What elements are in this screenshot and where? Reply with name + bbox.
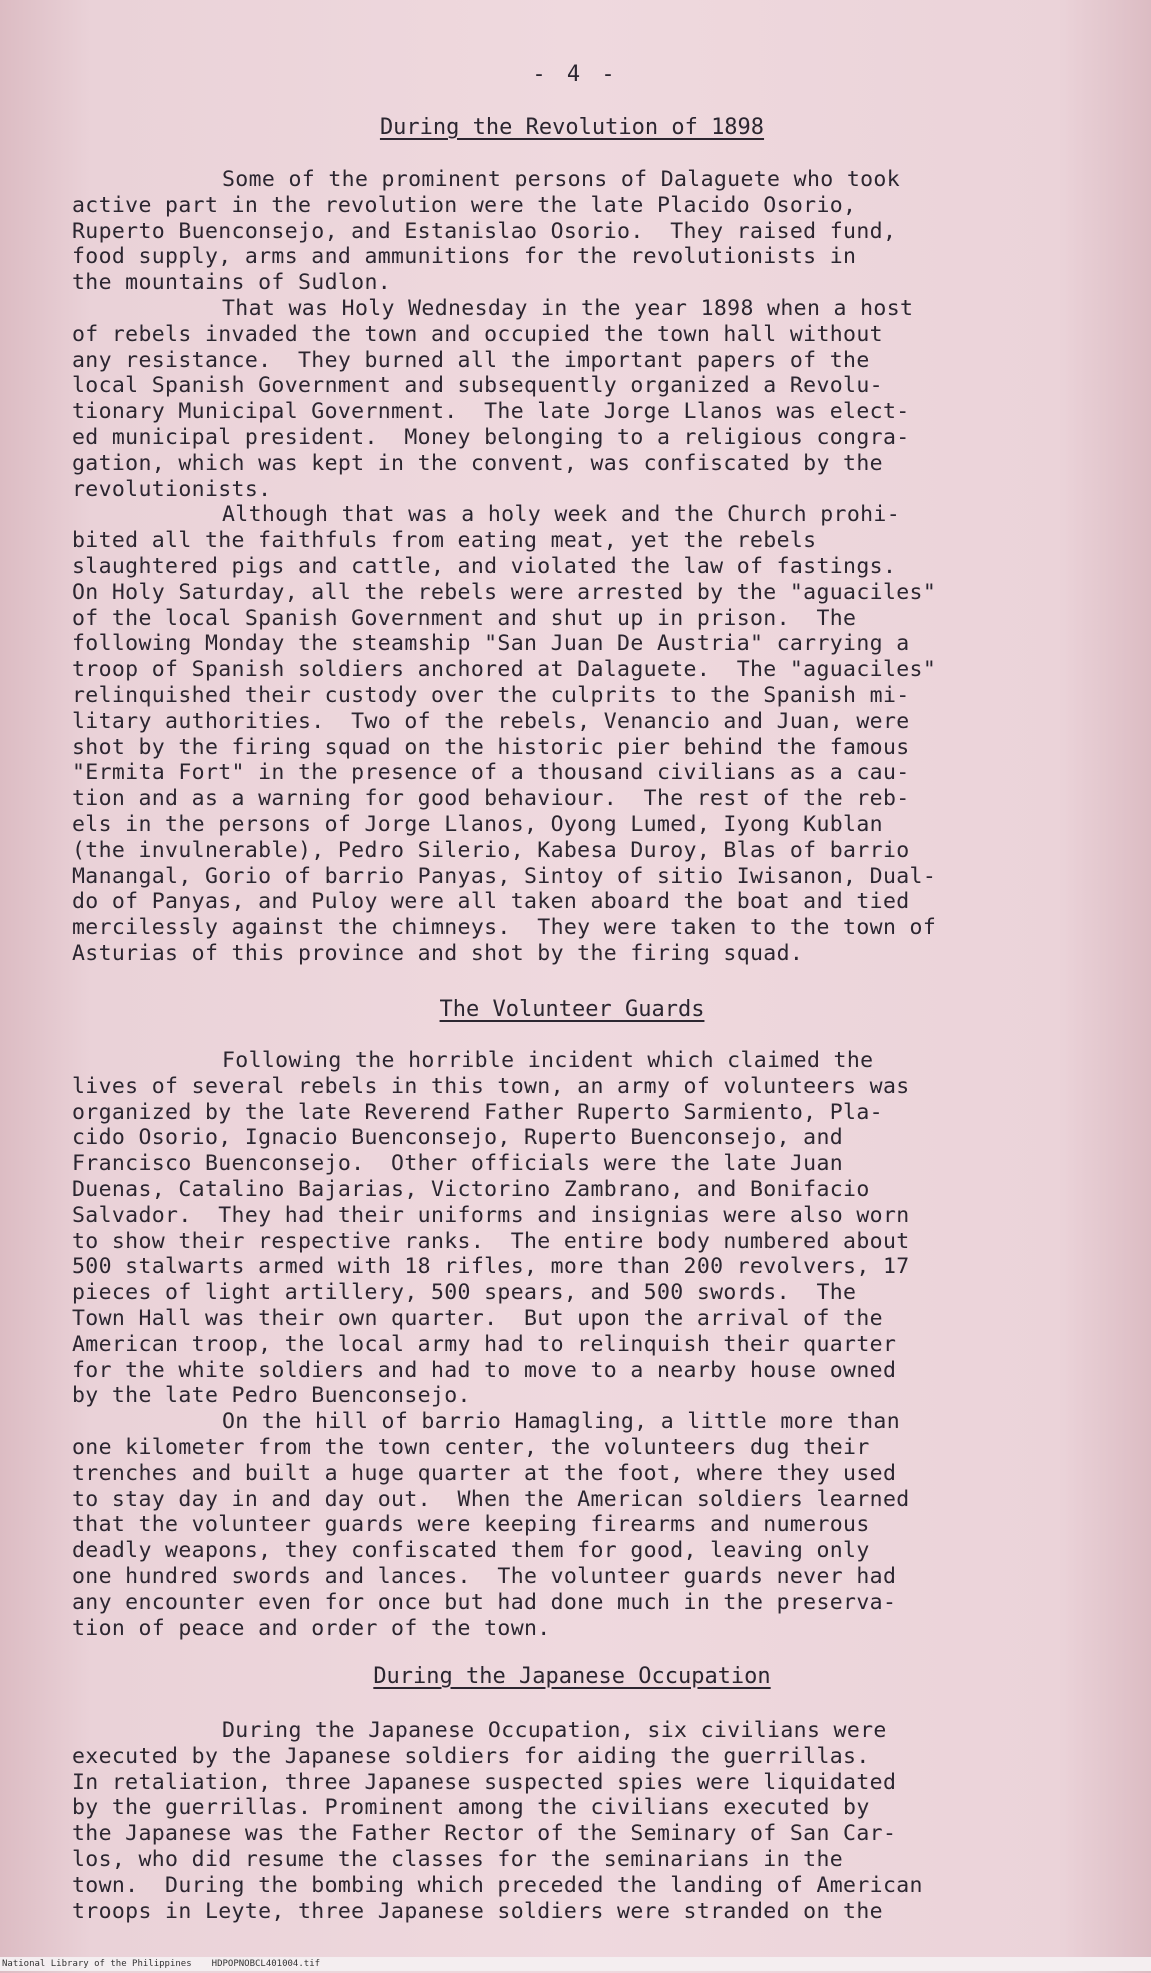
footer-filename: HDPOPNOBCL401004.tif bbox=[211, 1959, 321, 1969]
text-line: the mountains of Sudlon. bbox=[72, 270, 392, 296]
text-line: ed municipal president. Money belonging to a religious congra- bbox=[72, 424, 910, 450]
text-line: Francisco Buenconsejo. Other officials were the late Juan bbox=[72, 1151, 844, 1177]
text-line: relinquished their custody over the culprits to the Spanish mi- bbox=[72, 682, 910, 708]
text-line: Asturias of this province and shot by the firing squad. bbox=[72, 940, 804, 966]
text-line: local Spanish Government and subsequently organized a Revolu- bbox=[72, 373, 883, 399]
text-line: organized by the late Reverend Father Ruperto Sarmiento, Pla- bbox=[72, 1099, 883, 1125]
text-line: Ruperto Buenconsejo, and Estanislao Osorio. They raised fund, bbox=[72, 218, 897, 244]
section-body-revolution bbox=[72, 167, 1072, 967]
text-line: cido Osorio, Ignacio Buenconsejo, Ruperto Buenconsejo, and bbox=[72, 1125, 844, 1151]
text-line: gation, which was kept in the convent, was confiscated by the bbox=[72, 450, 883, 476]
text-line: tion and as a warning for good behaviour. The rest of the reb- bbox=[72, 786, 910, 812]
text-line: (the invulnerable), Pedro Silerio, Kabesa Duroy, Blas of barrio bbox=[72, 837, 910, 863]
text-line: During the Japanese Occupation, six civilians were bbox=[222, 1718, 887, 1743]
text-line: In retaliation, three Japanese suspected spies were liquidated bbox=[72, 1769, 897, 1795]
text-line: trenches and built a huge quarter at the foot, where they used bbox=[72, 1460, 897, 1486]
text-line: Although that was a holy week and the Church prohi- bbox=[222, 502, 900, 528]
text-line: "Ermita Fort" in the presence of a thousand civilians as a cau- bbox=[72, 760, 910, 786]
section-body-japanese-occupation bbox=[72, 1718, 1072, 1924]
section-heading-japanese-occupation: During the Japanese Occupation bbox=[373, 1664, 771, 1689]
text-line: bited all the faithfuls from eating meat, yet the rebels bbox=[72, 528, 817, 554]
text-line: food supply, arms and ammunitions for the revolutionists in bbox=[72, 244, 857, 270]
text-line: executed by the Japanese soldiers for aiding the guerrillas. bbox=[72, 1743, 870, 1769]
section-heading-volunteer-guards: The Volunteer Guards bbox=[439, 997, 705, 1022]
text-line: los, who did resume the classes for the seminarians in the bbox=[72, 1846, 844, 1872]
text-line: following Monday the steamship "San Juan De Austria" carrying a bbox=[72, 631, 910, 657]
text-line: by the late Pedro Buenconsejo. bbox=[72, 1383, 471, 1409]
section-heading-revolution: During the Revolution of 1898 bbox=[379, 115, 765, 140]
text-line: deadly weapons, they confiscated them for good, leaving only bbox=[72, 1538, 870, 1564]
text-line: Duenas, Catalino Bajarias, Victorino Zambrano, and Bonifacio bbox=[72, 1176, 870, 1202]
text-line: one hundred swords and lances. The volunteer guards never had bbox=[72, 1563, 897, 1589]
scan-footer bbox=[0, 1957, 1151, 1971]
text-line: to show their respective ranks. The entire body numbered about bbox=[72, 1228, 910, 1254]
text-line: tionary Municipal Government. The late Jorge Llanos was elect- bbox=[72, 399, 910, 425]
text-line: by the guerrillas. Prominent among the civilians executed by bbox=[72, 1795, 870, 1821]
text-line: shot by the firing squad on the historic pier behind the famous bbox=[72, 734, 910, 760]
text-line: slaughtered pigs and cattle, and violated the law of fastings. bbox=[72, 553, 897, 579]
page-number: - 4 - bbox=[532, 62, 619, 87]
text-line: On the hill of barrio Hamagling, a little more than bbox=[222, 1409, 900, 1435]
text-line: revolutionists. bbox=[72, 476, 272, 502]
text-line: Some of the prominent persons of Dalaguete who took bbox=[222, 167, 900, 192]
footer-library: National Library of the Philippines bbox=[2, 1959, 192, 1969]
text-line: litary authorities. Two of the rebels, Venancio and Juan, were bbox=[72, 708, 910, 734]
text-line: On Holy Saturday, all the rebels were arrested by the "aguaciles" bbox=[72, 579, 937, 605]
text-line: That was Holy Wednesday in the year 1898 when a host bbox=[222, 295, 914, 321]
section-body-volunteer-guards bbox=[72, 1048, 1072, 1641]
text-line: of rebels invaded the town and occupied the town hall without bbox=[72, 321, 883, 347]
text-line: town. During the bombing which preceded the landing of American bbox=[72, 1872, 923, 1898]
text-line: any resistance. They burned all the important papers of the bbox=[72, 347, 870, 373]
text-line: els in the persons of Jorge Llanos, Oyong Lumed, Iyong Kublan bbox=[72, 811, 883, 837]
text-line: that the volunteer guards were keeping firearms and numerous bbox=[72, 1512, 870, 1538]
text-line: to stay day in and day out. When the American soldiers learned bbox=[72, 1486, 910, 1512]
text-line: lives of several rebels in this town, an army of volunteers was bbox=[72, 1073, 910, 1099]
text-line: pieces of light artillery, 500 spears, and 500 swords. The bbox=[72, 1280, 857, 1306]
text-line: Town Hall was their own quarter. But upon the arrival of the bbox=[72, 1305, 883, 1331]
text-line: troop of Spanish soldiers anchored at Dalaguete. The "aguaciles" bbox=[72, 657, 937, 683]
text-line: tion of peace and order of the town. bbox=[72, 1615, 551, 1641]
text-line: of the local Spanish Government and shut up in prison. The bbox=[72, 605, 857, 631]
text-line: 500 stalwarts armed with 18 rifles, more than 200 revolvers, 17 bbox=[72, 1254, 910, 1280]
text-line: do of Panyas, and Puloy were all taken aboard the boat and tied bbox=[72, 889, 910, 915]
text-line: one kilometer from the town center, the volunteers dug their bbox=[72, 1434, 870, 1460]
text-line: any encounter even for once but had done much in the preserva- bbox=[72, 1589, 897, 1615]
text-line: Following the horrible incident which claimed the bbox=[222, 1048, 874, 1073]
text-line: American troop, the local army had to relinquish their quarter bbox=[72, 1331, 897, 1357]
text-line: active part in the revolution were the late Placido Osorio, bbox=[72, 192, 857, 218]
text-line: Salvador. They had their uniforms and insignias were also worn bbox=[72, 1202, 910, 1228]
text-line: troops in Leyte, three Japanese soldiers were stranded on the bbox=[72, 1898, 883, 1924]
text-line: Manangal, Gorio of barrio Panyas, Sintoy of sitio Iwisanon, Dual- bbox=[72, 863, 937, 889]
text-line: the Japanese was the Father Rector of the Seminary of San Car- bbox=[72, 1821, 897, 1847]
text-line: mercilessly against the chimneys. They were taken to the town of bbox=[72, 915, 937, 941]
text-line: for the white soldiers and had to move to a nearby house owned bbox=[72, 1357, 897, 1383]
